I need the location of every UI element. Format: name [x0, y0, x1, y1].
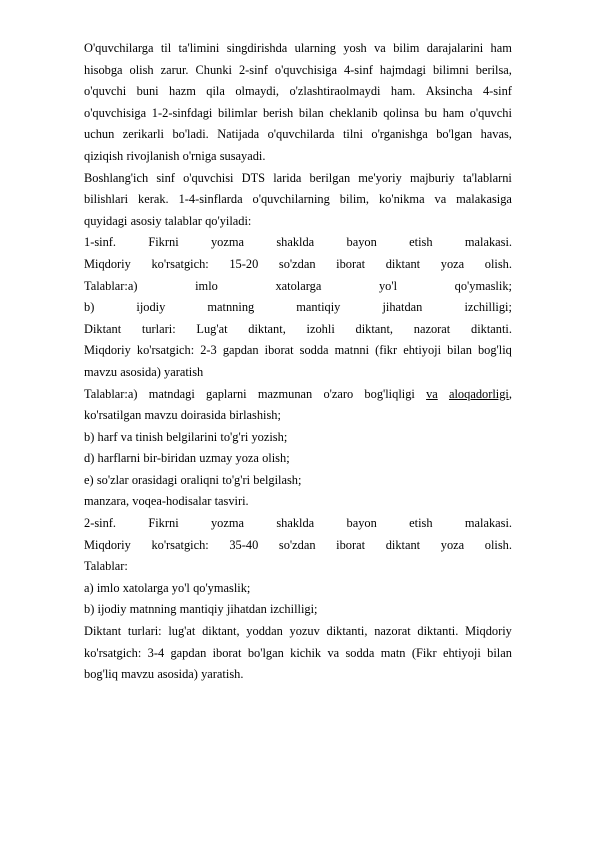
word: harf — [97, 429, 118, 444]
word: o'quvchilarning — [252, 192, 330, 207]
word: 2-sinf — [238, 62, 268, 77]
word: iborat — [336, 256, 366, 271]
text-line — [84, 535, 512, 557]
word: bo'lgan — [247, 645, 284, 660]
word: so'zlar — [96, 472, 129, 487]
word: e) — [84, 472, 94, 487]
word: yozuv — [289, 624, 320, 639]
word: aloqadorligi, — [448, 386, 512, 401]
word: matnning — [129, 602, 177, 617]
word: belgilarini — [166, 429, 218, 444]
word: o'rganishga — [371, 127, 428, 142]
word: asosiy — [130, 213, 162, 228]
text-line — [84, 232, 512, 254]
word: quyidagi — [84, 213, 128, 228]
word: yaratish — [164, 364, 204, 379]
word: (fikr — [375, 343, 398, 358]
word: iborat — [336, 537, 366, 552]
word: diktanti, — [326, 624, 368, 639]
text-line — [84, 664, 512, 686]
word: singdirishda — [226, 41, 288, 55]
word: bilim — [393, 41, 420, 55]
word: qila — [206, 84, 225, 99]
word: ko'rsatgich: — [136, 343, 195, 358]
text-line — [84, 384, 512, 406]
word: darajalarini — [426, 41, 484, 55]
word: Boshlang'ich — [84, 170, 149, 185]
word: orasidagi — [131, 472, 178, 487]
word: ta'lablarni — [462, 170, 512, 185]
word: bilimni — [432, 62, 469, 77]
word: ehtiyoji — [403, 343, 442, 358]
word: qo'ymaslik; — [454, 278, 512, 293]
word: 1-2-sinfdagi — [151, 105, 213, 120]
word: bu — [424, 105, 438, 120]
word: 15-20 — [229, 256, 259, 271]
word: me'yoriy — [358, 170, 402, 185]
word: yoza — [440, 256, 465, 271]
word: nazorat — [413, 321, 451, 336]
word: 4-sinf — [343, 62, 373, 77]
text-line — [84, 578, 512, 600]
word: shaklda — [276, 516, 315, 531]
word: hazm — [169, 84, 196, 99]
word: bilishlari — [84, 192, 129, 207]
word: va — [374, 41, 386, 55]
text-line — [84, 448, 512, 470]
word: o'quvchilarda — [267, 127, 335, 142]
word: rivojlanish — [126, 148, 180, 163]
word: matndagi — [148, 386, 195, 401]
word: ham — [442, 105, 465, 120]
word: gapdan — [170, 645, 207, 660]
word: o'quvchisi — [183, 170, 234, 185]
word: va — [434, 192, 447, 207]
text-line — [84, 491, 512, 513]
word: bilan — [447, 343, 472, 358]
word: zerikarli — [122, 127, 164, 142]
word: yo'l — [378, 278, 398, 293]
word: ko'rsatgich: — [151, 537, 209, 552]
text-line — [84, 189, 512, 211]
text-line — [84, 513, 512, 535]
word: birlashish; — [229, 408, 281, 423]
word: so'zdan — [278, 537, 316, 552]
word: yoza — [235, 451, 259, 466]
word: etish — [409, 516, 433, 531]
word: matn — [380, 645, 406, 660]
word: diktant — [385, 256, 421, 271]
text-line — [84, 168, 512, 190]
word: b) — [84, 602, 95, 617]
word: gapdan — [222, 343, 259, 358]
word: qo'ymaslik; — [193, 580, 251, 595]
word: qolinsa — [383, 105, 419, 120]
word: yosh — [343, 41, 367, 55]
text-line — [84, 405, 512, 427]
word: va — [327, 645, 340, 660]
word: Diktant — [84, 321, 122, 336]
word: ko'rsatilgan — [84, 408, 142, 423]
word: jihatdan — [226, 602, 267, 617]
word: hajmdagi — [379, 62, 426, 77]
word: susayadi. — [219, 148, 266, 163]
word: (Fikr — [411, 645, 437, 660]
word: bog'liq — [84, 667, 118, 682]
word: olmaydi, — [235, 84, 280, 99]
word: iborat — [212, 645, 242, 660]
word: ko'rsatgich: — [84, 645, 142, 660]
word: 3-4 — [147, 645, 165, 660]
word: Fikrni — [148, 516, 179, 531]
word: olish. — [484, 256, 512, 271]
word: yaratish. — [201, 667, 244, 682]
word: berilsa, — [475, 62, 512, 77]
word: ta'limini — [178, 41, 220, 55]
word: hisobga — [84, 62, 123, 77]
word: matnning — [207, 300, 255, 315]
word: yozma — [210, 516, 244, 531]
word: Miqdoriy — [84, 343, 131, 358]
word: mavzu — [144, 408, 178, 423]
text-line — [84, 103, 512, 125]
word: manzara, — [84, 494, 130, 509]
word: va — [426, 386, 438, 401]
word: olish; — [262, 451, 290, 466]
word: 2-sinf. — [84, 516, 117, 531]
word: va — [120, 429, 133, 444]
word: to'g'ri — [220, 429, 249, 444]
word: malakasi. — [464, 516, 512, 531]
word: 2-3 — [200, 343, 217, 358]
text-line — [84, 470, 512, 492]
word: b) — [84, 429, 95, 444]
word: qiziqish — [84, 148, 124, 163]
word: bayon — [346, 516, 377, 531]
word: bilan — [298, 105, 324, 120]
word: 35-40 — [229, 537, 259, 552]
word: turlari: — [127, 624, 162, 639]
word: bayon — [346, 235, 377, 250]
word: o'quvchi — [469, 105, 512, 120]
word: olish — [129, 62, 154, 77]
word: sodda — [299, 343, 329, 358]
word: Miqdoriy — [84, 256, 131, 271]
word: xatolarga — [122, 580, 169, 595]
text-line — [84, 621, 512, 643]
word: bilimlar — [218, 105, 258, 120]
word: malakasiga — [456, 192, 512, 207]
word: a) — [84, 580, 94, 595]
word: so'zdan — [278, 256, 316, 271]
word: 4-sinf — [482, 84, 512, 99]
word: olish. — [484, 537, 512, 552]
word: o'zaro — [323, 386, 354, 401]
word: imlo — [96, 580, 120, 595]
word: Aksincha — [425, 84, 473, 99]
word: yoddan — [246, 624, 283, 639]
word: doirasida — [180, 408, 227, 423]
word: ham. — [390, 84, 416, 99]
word: bilan — [487, 645, 512, 660]
word: jihatdan — [382, 300, 423, 315]
word: Natijada — [217, 127, 260, 142]
word: Fikrni — [148, 235, 179, 250]
word: mavzu — [121, 667, 155, 682]
word: gaplarni — [206, 386, 247, 401]
text-line — [84, 211, 512, 233]
word: harflarni — [97, 451, 141, 466]
word: cheklanib — [329, 105, 378, 120]
word: uchun — [84, 127, 115, 142]
text-line — [84, 146, 512, 168]
word: imlo — [195, 278, 218, 293]
word: bir-biridan — [143, 451, 197, 466]
word: diktanti. — [417, 624, 459, 639]
word: belgilash; — [253, 472, 302, 487]
text-line — [84, 254, 512, 276]
word: Diktant — [84, 624, 122, 639]
word: berilgan — [309, 170, 351, 185]
word: mazmunan — [257, 386, 313, 401]
word: ko'nikma — [378, 192, 425, 207]
word: to'g'ri — [222, 472, 251, 487]
word: Talablar: — [84, 559, 128, 574]
text-line — [84, 297, 512, 319]
text-line — [84, 643, 512, 665]
word: yozish; — [251, 429, 288, 444]
word: lug'at — [168, 624, 196, 639]
word: larida — [273, 170, 302, 185]
word: ko'rsatgich: — [151, 256, 209, 271]
word: etish — [409, 235, 433, 250]
word: o'rniga — [182, 148, 217, 163]
word: kerak. — [138, 192, 169, 207]
word: izohli — [306, 321, 335, 336]
word: talablar — [164, 213, 202, 228]
text-line — [84, 38, 512, 60]
word: Lug'at — [196, 321, 228, 336]
word: nazorat — [374, 624, 411, 639]
word: bo'lgan — [436, 127, 473, 142]
word: til — [160, 41, 172, 55]
word: yo'l — [171, 580, 190, 595]
word: sodda — [345, 645, 375, 660]
word: zarur. — [160, 62, 189, 77]
word: Talablar:a) — [84, 278, 138, 293]
word: Miqdoriy — [465, 624, 512, 639]
word: asosida) — [157, 667, 198, 682]
word: shaklda — [276, 235, 315, 250]
word: yoza — [440, 537, 465, 552]
word: bo'ladi. — [172, 127, 209, 142]
word: Miqdoriy — [84, 537, 131, 552]
word: bilim, — [339, 192, 370, 207]
word: diktanti. — [471, 321, 512, 336]
text-line — [84, 599, 512, 621]
word: tilni — [342, 127, 363, 142]
word: voqea-hodisalar — [132, 494, 212, 509]
text-line — [84, 556, 512, 578]
word: tasviri. — [214, 494, 249, 509]
word: O'quvchilarga — [84, 41, 154, 55]
word: o'quvchi — [84, 84, 127, 99]
word: diktant — [385, 537, 421, 552]
word: sinf — [156, 170, 175, 185]
word: 1-4-sinflarda — [178, 192, 243, 207]
word: tinish — [135, 429, 164, 444]
word: ijodiy — [136, 300, 166, 315]
text-line — [84, 60, 512, 82]
word: ehtiyoji — [442, 645, 481, 660]
text-line — [84, 362, 512, 384]
word: mantiqiy — [179, 602, 224, 617]
word: yozma — [210, 235, 244, 250]
text-line — [84, 124, 512, 146]
word: turlari: — [141, 321, 176, 336]
word: buni — [136, 84, 159, 99]
word: diktant, — [248, 321, 286, 336]
document-body-text — [84, 38, 512, 686]
word: izchilligi; — [464, 300, 512, 315]
text-line — [84, 276, 512, 298]
word: matnni — [334, 343, 370, 358]
word: berish — [262, 105, 294, 120]
word: b) — [84, 300, 95, 315]
word: diktant, — [202, 624, 240, 639]
word: xatolarga — [275, 278, 322, 293]
word: izchilligi; — [269, 602, 318, 617]
word: diktant, — [355, 321, 394, 336]
word: Chunki — [195, 62, 232, 77]
word: Talablar:a) — [84, 386, 138, 401]
word: d) — [84, 451, 95, 466]
text-line — [84, 81, 512, 103]
word: malakasi. — [464, 235, 512, 250]
word: havas, — [480, 127, 512, 142]
word: mantiqiy — [296, 300, 341, 315]
word: ham — [490, 41, 512, 55]
word: uzmay — [199, 451, 233, 466]
word: oraliqni — [180, 472, 219, 487]
word: kichik — [290, 645, 322, 660]
word: o'zlashtiraolmaydi — [289, 84, 381, 99]
word: 1-sinf. — [84, 235, 117, 250]
word: qo'yiladi: — [205, 213, 252, 228]
text-line — [84, 427, 512, 449]
word: DTS — [241, 170, 266, 185]
word: ijodiy — [97, 602, 127, 617]
word: mavzu — [84, 364, 118, 379]
word: majburiy — [409, 170, 455, 185]
word: asosida) — [120, 364, 161, 379]
word: iborat — [264, 343, 294, 358]
text-line — [84, 319, 512, 341]
text-line — [84, 340, 512, 362]
word: bog'liqligi — [364, 386, 415, 401]
word: o'quvchisiga — [274, 62, 337, 77]
word: ularning — [294, 41, 336, 55]
word: bog'liq — [477, 343, 512, 358]
word: o'quvchisiga — [84, 105, 147, 120]
